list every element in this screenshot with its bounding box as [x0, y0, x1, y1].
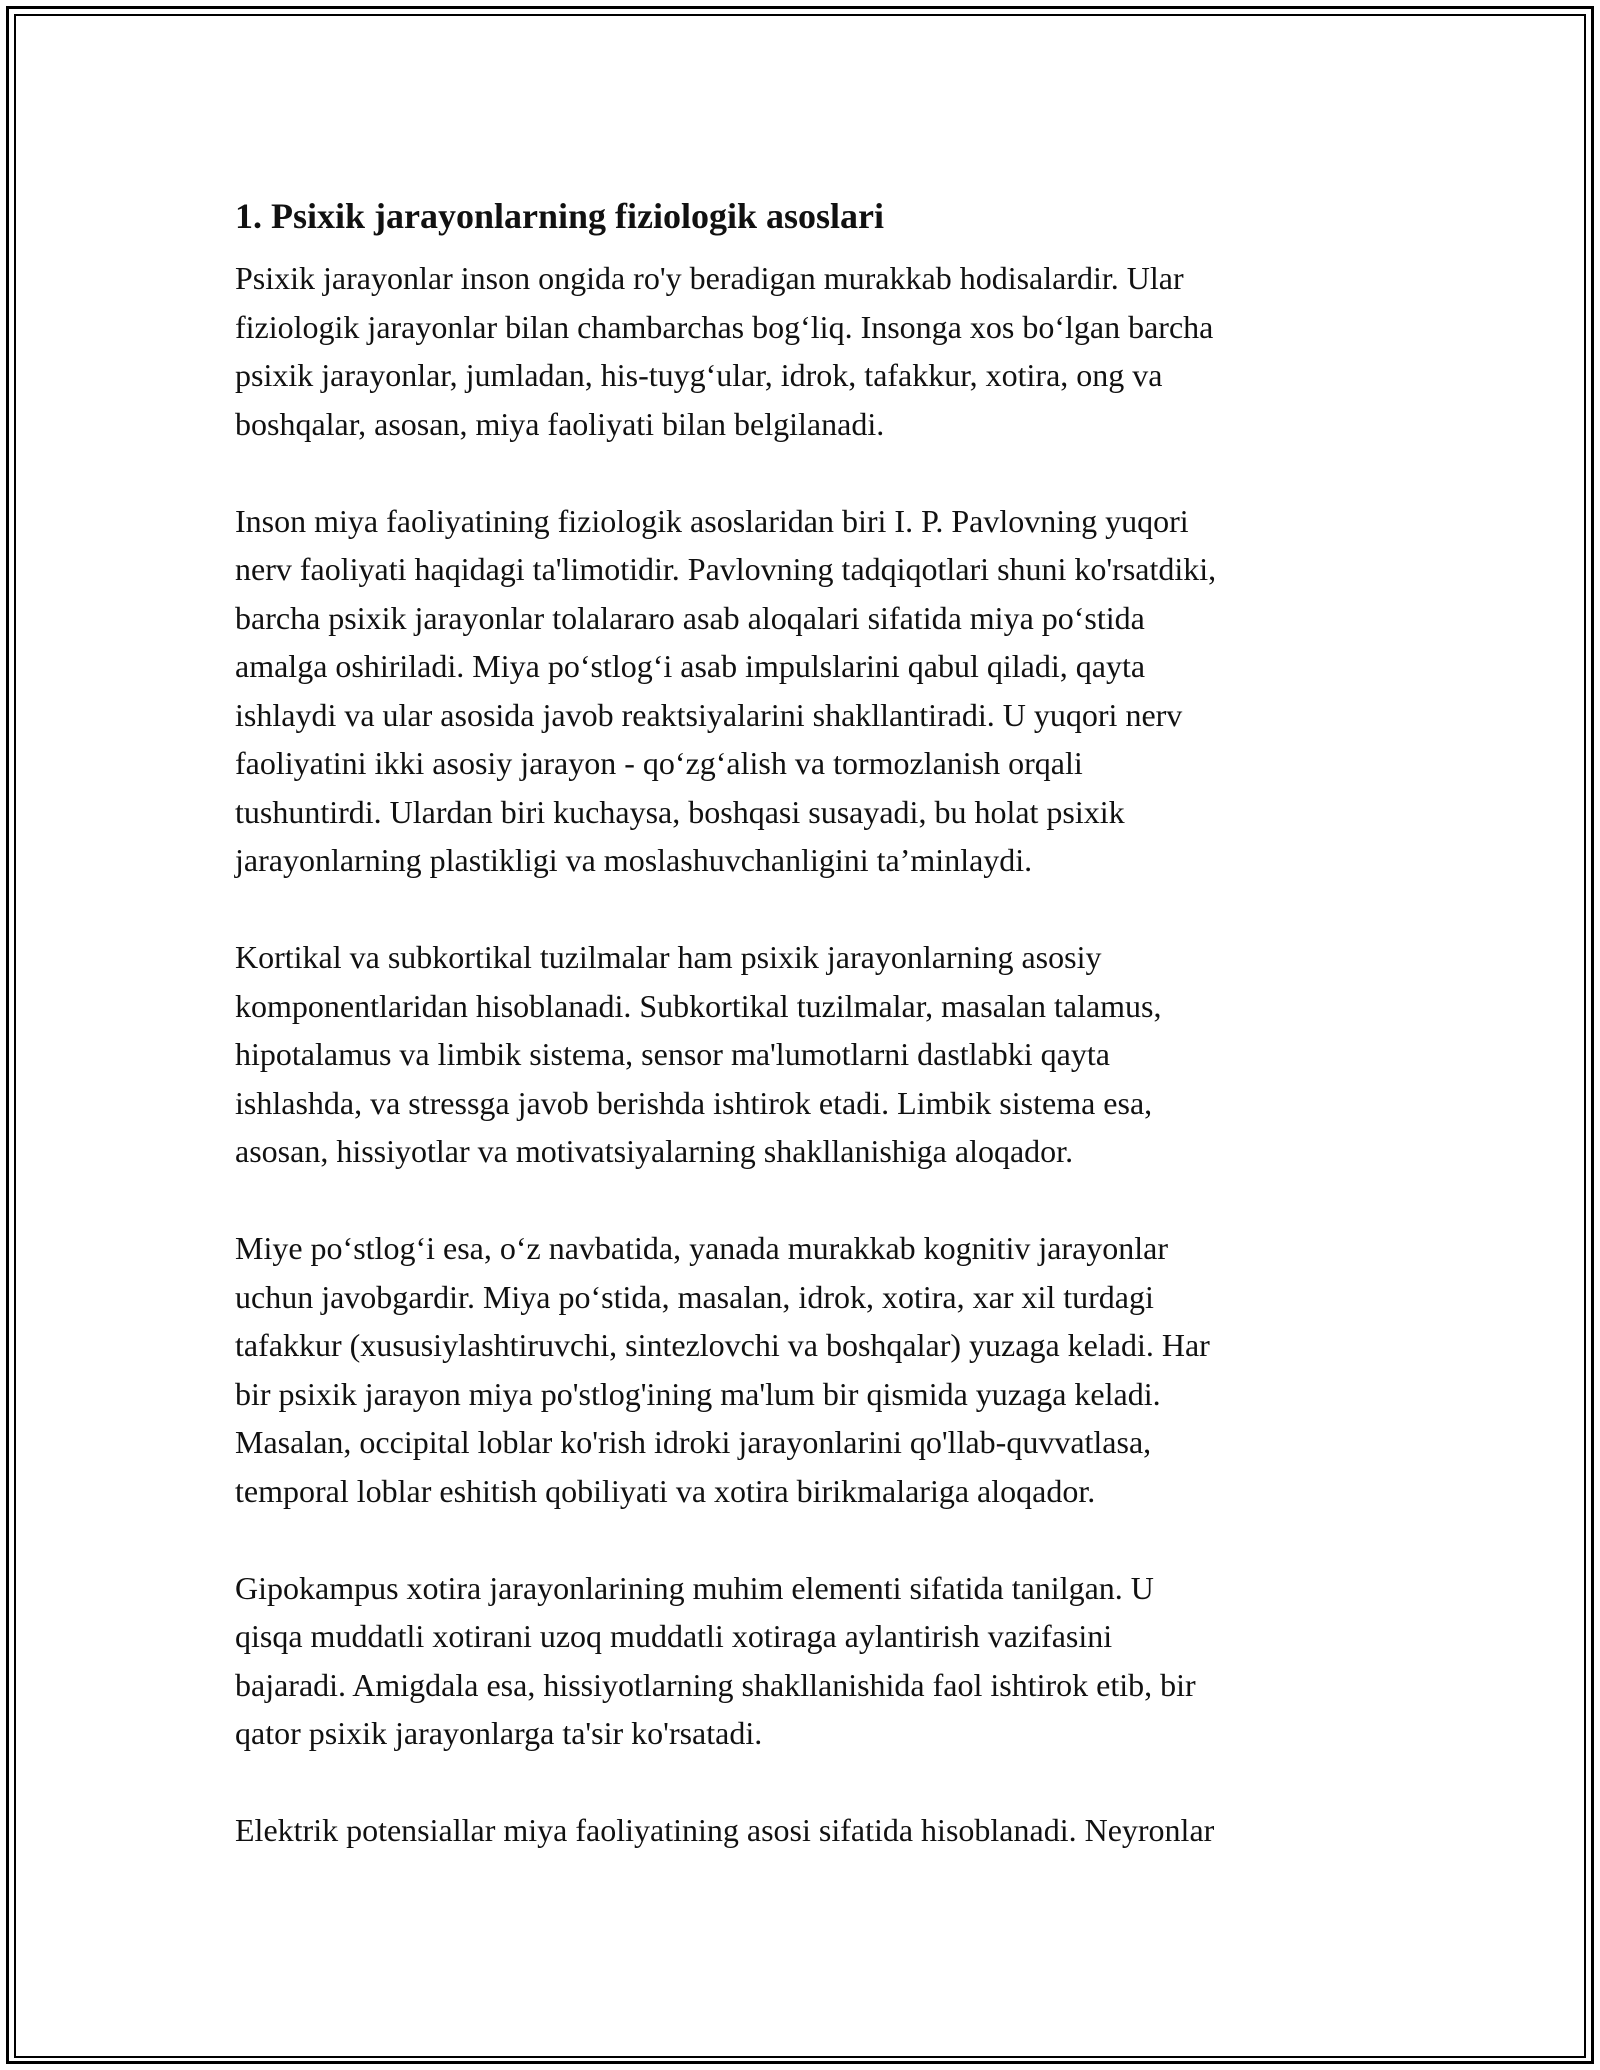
paragraph-6: Elektrik potensiallar miya faoliyatining asosi sifatida hisoblanadi. Neyronlar: [235, 1812, 1215, 1848]
paragraph-1: Psixik jarayonlar inson ongida ro'y beradigan murakkab hodisalardir. Ular fiziologik jarayonlar bilan chambarchas bog‘liq. Insonga xos bo‘lgan barcha psixik jarayonlar, jumladan, his-tuyg‘ular, idrok, tafakkur, xotira, ong va boshqalar, asosan, miya faoliyati bilan belgilanadi.: [235, 260, 1214, 442]
paragraph-4: Miye po‘stlog‘i esa, o‘z navbatida, yanada murakkab kognitiv jarayonlar uchun javobgardir. Miya po‘stida, masalan, idrok, xotira, xar xil turdagi tafakkur (xususiylashtiruvchi, sintezlovchi va boshqalar) yuzaga keladi. Har bir psixik jarayon miya po'stlog'ining ma'lum bir qismida yuzaga keladi. Masalan, occipital loblar ko'rish idroki jarayonlarini qo'llab-quvvatlasa, temporal loblar eshitish qobiliyati va xotira birikmalariga aloqador.: [235, 1230, 1210, 1509]
document-body: [235, 188, 1385, 1903]
paragraph-3: Kortikal va subkortikal tuzilmalar ham psixik jarayonlarning asosiy komponentlaridan hisoblanadi. Subkortikal tuzilmalar, masalan talamus, hipotalamus va limbik sistema, sensor ma'lumotlarni dastlabki qayta ishlashda, va stressga javob berishda ishtirok etadi. Limbik sistema esa, asosan, hissiyotlar va motivatsiyalarning shakllanishiga aloqador.: [235, 939, 1162, 1169]
paragraph-5: Gipokampus xotira jarayonlarining muhim elementi sifatida tanilgan. U qisqa muddatli xotirani uzoq muddatli xotiraga aylantirish vazifasini bajaradi. Amigdala esa, hissiyotlarning shakllanishida faol ishtirok etib, bir qator psixik jarayonlarga ta'sir ko'rsatadi.: [235, 1569, 1196, 1751]
section-title: 1. Psixik jarayonlarning fiziologik asoslari: [235, 196, 885, 236]
paragraph-2: Inson miya faoliyatining fiziologik asoslaridan biri I. P. Pavlovning yuqori nerv faoliyati haqidagi ta'limotidir. Pavlovning tadqiqotlari shuni ko'rsatdiki, barcha psixik jarayonlar tolalararo asab aloqalari sifatida miya po‘stida amalga oshiriladi. Miya po‘stlog‘i asab impulslarini qabul qiladi, qayta ishlaydi va ular asosida javob reaktsiyalarini shakllantiradi. U yuqori nerv faoliyatini ikki asosiy jarayon - qo‘zg‘alish va tormozlanish orqali tushuntirdi. Ulardan biri kuchaysa, boshqasi susayadi, bu holat psixik jarayonlarning plastikligi va moslashuvchanligini ta’minlaydi.: [235, 502, 1217, 878]
